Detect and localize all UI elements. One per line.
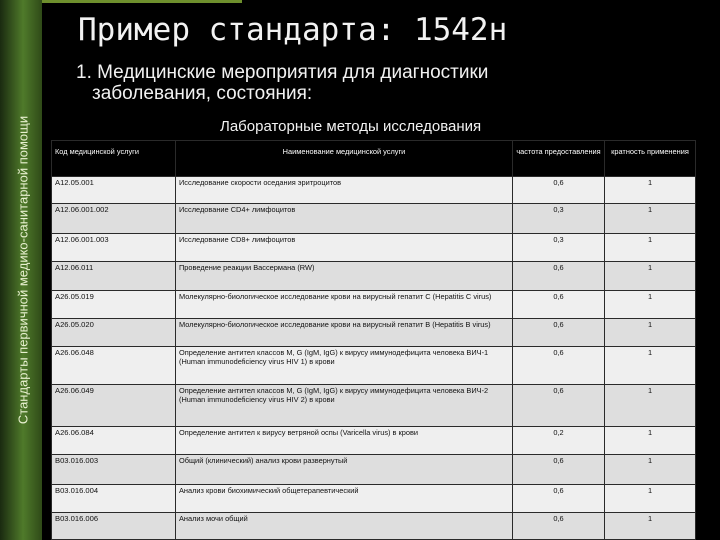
cell-code: A26.06.048 [52, 347, 176, 385]
cell-name: Исследование CD4+ лимфоцитов [176, 203, 513, 233]
cell-freq: 0,2 [513, 426, 605, 454]
cell-code: A12.06.001.002 [52, 203, 176, 233]
cell-mult: 1 [605, 512, 696, 539]
table-row [52, 234, 696, 262]
col-header-freq: частота предоставления [513, 141, 605, 177]
table-header-row [52, 141, 696, 177]
cell-code: B03.016.004 [52, 484, 176, 512]
cell-mult: 1 [605, 484, 696, 512]
cell-code: A26.05.020 [52, 319, 176, 347]
cell-code: A26.05.019 [52, 291, 176, 319]
cell-name: Анализ мочи общий [176, 512, 513, 539]
cell-mult: 1 [605, 262, 696, 291]
sidebar-title: Стандарты первичной медико-санитарной помощи [15, 115, 31, 425]
table-row [52, 177, 696, 204]
accent-bar [42, 0, 242, 3]
table-row [52, 203, 696, 233]
table-row [52, 426, 696, 454]
cell-code: A12.06.001.003 [52, 234, 176, 262]
cell-mult: 1 [605, 203, 696, 233]
col-header-name: Наименование медицинской услуги [176, 141, 513, 177]
col-header-mult: кратность применения [605, 141, 696, 177]
cell-freq: 0,6 [513, 319, 605, 347]
cell-mult: 1 [605, 385, 696, 426]
cell-code: A26.06.084 [52, 426, 176, 454]
cell-name: Молекулярно-биологическое исследование крови на вирусный гепатит В (Hepatitis B virus) [176, 319, 513, 347]
table-row [52, 484, 696, 512]
col-header-code: Код медицинской услуги [52, 141, 176, 177]
cell-mult: 1 [605, 177, 696, 204]
cell-mult: 1 [605, 319, 696, 347]
cell-freq: 0,6 [513, 454, 605, 484]
cell-mult: 1 [605, 454, 696, 484]
table-row [52, 291, 696, 319]
cell-freq: 0,6 [513, 512, 605, 539]
slide-title: Пример стандарта: 1542н [78, 12, 508, 48]
subtitle-line-1: 1. Медицинские мероприятия для диагностики [76, 62, 489, 83]
cell-code: A12.06.011 [52, 262, 176, 291]
table-row [52, 512, 696, 539]
cell-code: A12.05.001 [52, 177, 176, 204]
cell-freq: 0,6 [513, 385, 605, 426]
section-title: Лабораторные методы исследования [220, 118, 482, 135]
cell-name: Анализ крови биохимический общетерапевтический [176, 484, 513, 512]
cell-name: Проведение реакции Вассермана (RW) [176, 262, 513, 291]
cell-name: Определение антител к вирусу ветряной оспы (Varicella virus) в крови [176, 426, 513, 454]
cell-name: Определение антител классов M, G (IgM, IgG) к вирусу иммунодефицита человека ВИЧ-2 (Human immunodeficiency virus HIV 2) в крови [176, 385, 513, 426]
slide-subtitle [76, 62, 676, 104]
table-row [52, 347, 696, 385]
cell-freq: 0,3 [513, 203, 605, 233]
cell-name: Общий (клинический) анализ крови развернутый [176, 454, 513, 484]
cell-mult: 1 [605, 347, 696, 385]
cell-name: Молекулярно-биологическое исследование крови на вирусный гепатит С (Hepatitis C virus) [176, 291, 513, 319]
cell-freq: 0,6 [513, 262, 605, 291]
cell-code: B03.016.003 [52, 454, 176, 484]
cell-mult: 1 [605, 426, 696, 454]
cell-mult: 1 [605, 291, 696, 319]
table-row [52, 262, 696, 291]
sidebar-band [0, 0, 42, 540]
cell-freq: 0,6 [513, 484, 605, 512]
table-row [52, 454, 696, 484]
cell-freq: 0,6 [513, 347, 605, 385]
cell-freq: 0,3 [513, 234, 605, 262]
subtitle-line-2: заболевания, состояния: [92, 83, 313, 104]
cell-name: Исследование CD8+ лимфоцитов [176, 234, 513, 262]
table-row [52, 319, 696, 347]
cell-name: Исследование скорости оседания эритроцитов [176, 177, 513, 204]
cell-code: A26.06.049 [52, 385, 176, 426]
cell-code: B03.016.006 [52, 512, 176, 539]
table-row [52, 385, 696, 426]
cell-name: Определение антител классов M, G (IgM, IgG) к вирусу иммунодефицита человека ВИЧ-1 (Human immunodeficiency virus HIV 1) в крови [176, 347, 513, 385]
cell-mult: 1 [605, 234, 696, 262]
services-table [51, 140, 696, 540]
cell-freq: 0,6 [513, 291, 605, 319]
cell-freq: 0,6 [513, 177, 605, 204]
